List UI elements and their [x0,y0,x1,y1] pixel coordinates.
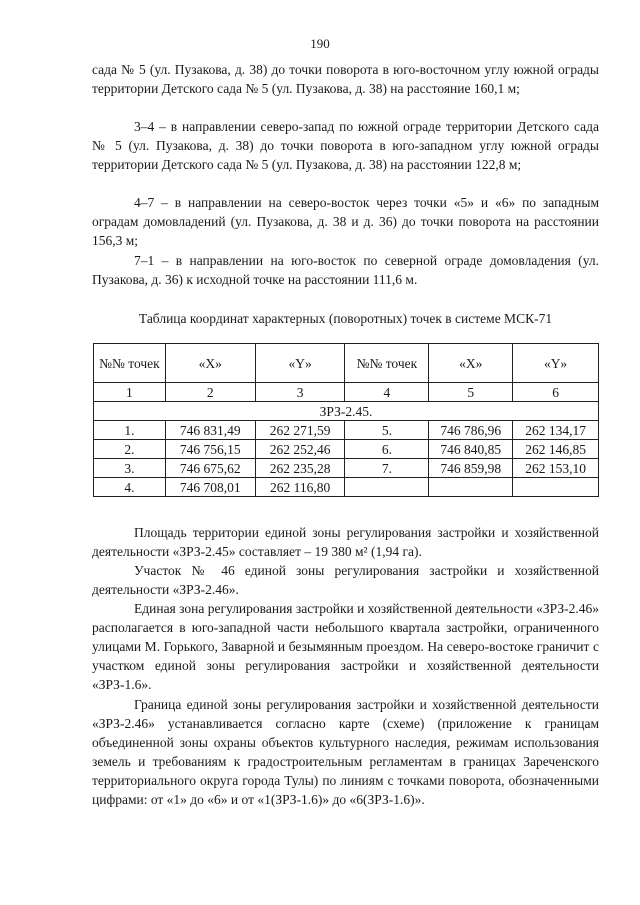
table-cell: 3 [255,383,345,402]
paragraph-3: 4–7 – в направлении на северо-восток через точки «5» и «6» по западным оградам домовладений (ул. Пузакова, д. 38 и д. 36) до точки поворота на расстоянии 156,3 м; [92,195,599,248]
table-cell: 262 252,46 [255,440,345,459]
table-cell: 746 675,62 [165,459,255,478]
coordinates-table [93,343,599,497]
table-row [94,440,599,459]
header-cell: «Y» [255,344,345,383]
header-cell: №№ точек [94,344,166,383]
table-cell: 7. [345,459,429,478]
paragraph-1: сада № 5 (ул. Пузакова, д. 38) до точки поворота в юго-восточном углу южной ограды территории Детского сада № 5 (ул. Пузакова, д. 38) на расстояние 160,1 м; [92,62,599,96]
page-number: 190 [310,36,330,51]
table-cell: 6. [345,440,429,459]
paragraph-7: Единая зона регулирования застройки и хозяйственной деятельности «ЗРЗ-2.46» располагается в юго-западной части небольшого квартала застройки, ограниченного улицами М. Горького, Заварной и безымянным проездом. На северо-востоке граничит с участком единой зоны регулирования застройки и хозяйственной деятельности «ЗРЗ-1.6». [92,601,599,692]
table-cell: 6 [513,383,599,402]
table-cell: 746 840,85 [429,440,513,459]
table-cell: 746 708,01 [165,478,255,497]
paragraph-4: 7–1 – в направлении на юго-восток по северной ограде домовладения (ул. Пузакова, д. 36) к исходной точке на расстоянии 111,6 м. [92,253,599,287]
paragraph-5: Площадь территории единой зоны регулирования застройки и хозяйственной деятельности «ЗРЗ-2.45» составляет – 19 380 м² (1,94 га). [92,525,599,559]
table-header-row [94,344,599,383]
table-cell: 746 756,15 [165,440,255,459]
table-cell: 2 [165,383,255,402]
paragraph-6: Участок № 46 единой зоны регулирования застройки и хозяйственной деятельности «ЗРЗ-2.46». [92,563,599,597]
table-row [94,421,599,440]
table-cell: 4 [345,383,429,402]
table-cell: 746 831,49 [165,421,255,440]
table-cell [513,478,599,497]
table-row [94,459,599,478]
table-cell [345,478,429,497]
table-cell: 262 271,59 [255,421,345,440]
paragraph-8: Граница единой зоны регулирования застройки и хозяйственной деятельности «ЗРЗ-2.46» устанавливается согласно карте (схеме) (приложение к границам объединенной зоны охраны объектов культурного наследия, режимам использования земель и требованиям к градостроительным регламентам в границах Зареченского территориального округа города Тулы) по линиям с точками поворота, обозначенными цифрами: от «1» до «6» и от «1(ЗРЗ-1.6)» до «6(ЗРЗ-1.6)». [92,697,599,807]
table-cell: 5. [345,421,429,440]
table-cell: 4. [94,478,166,497]
header-cell: «X» [429,344,513,383]
table-cell: 262 235,28 [255,459,345,478]
table-cell: 262 153,10 [513,459,599,478]
table-cell: 1 [94,383,166,402]
table-cell: 262 116,80 [255,478,345,497]
header-cell: «Y» [513,344,599,383]
section-row [94,402,599,421]
table-caption: Таблица координат характерных (поворотных) точек в системе МСК-71 [138,311,553,326]
table-cell [429,478,513,497]
column-number-row [94,383,599,402]
table-cell: 746 786,96 [429,421,513,440]
table-cell: 746 859,98 [429,459,513,478]
table-cell: 262 146,85 [513,440,599,459]
section-label: ЗРЗ-2.45. [94,402,599,421]
table-cell: 1. [94,421,166,440]
table-cell: 5 [429,383,513,402]
paragraph-2: 3–4 – в направлении северо-запад по южной ограде территории Детского сада № 5 (ул. Пузакова, д. 38) до точки поворота в юго-западном углу южной ограды территории Детского сада № 5 (ул. Пузакова, д. 38) на расстоянии 122,8 м; [92,119,599,172]
table-row [94,478,599,497]
table-cell: 3. [94,459,166,478]
header-cell: «X» [165,344,255,383]
table-cell: 2. [94,440,166,459]
header-cell: №№ точек [345,344,429,383]
table-cell: 262 134,17 [513,421,599,440]
